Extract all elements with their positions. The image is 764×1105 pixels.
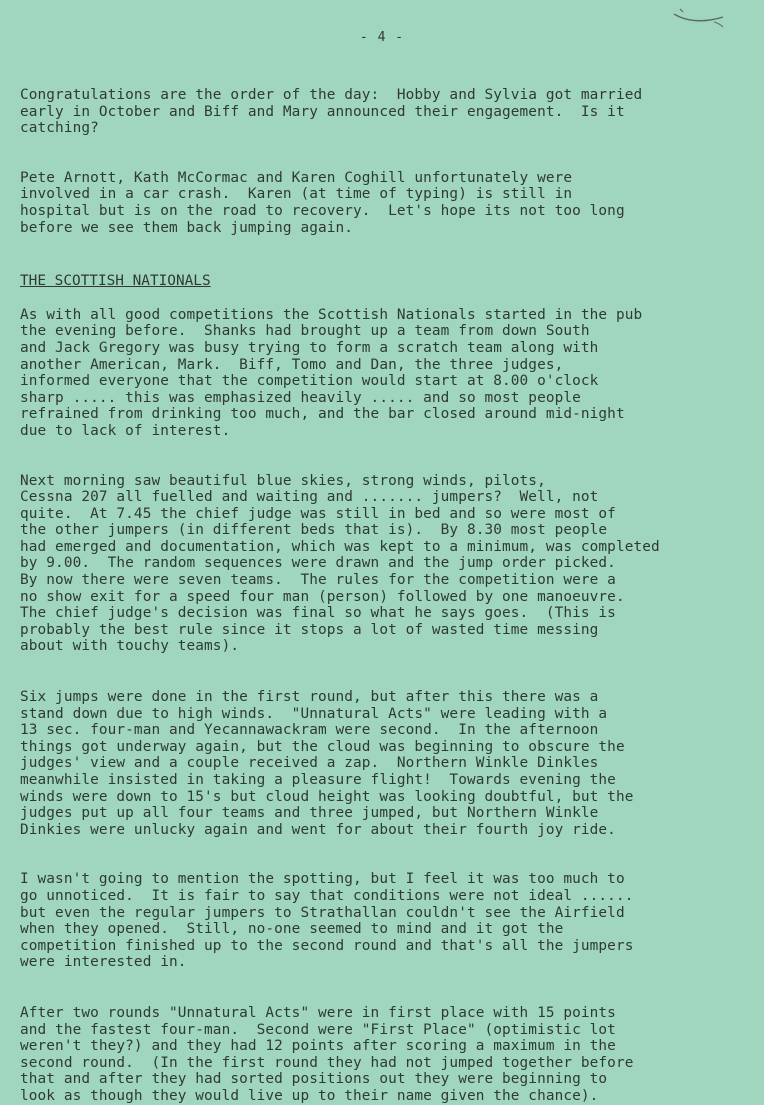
paragraph-spotting: I wasn't going to mention the spotting, but I feel it was too much to go unnoticed. It is fair to say that conditions were not ideal ...... but even the regular jumpers to Strathallan couldn't see the Airfield when they opened. Still, no-one seemed to mind and it got the competition finished up to the second round and that's all the jumpers were interested in. [20, 871, 634, 971]
paragraph-congratulations: Congratulations are the order of the day: Hobby and Sylvia got married early in October and Biff and Mary announced their engagement. Is it catching? [20, 87, 643, 137]
pen-mark-icon [670, 6, 726, 28]
paragraph-results: After two rounds "Unnatural Acts" were in first place with 15 points and the fastest four-man. Second were "First Place" (optimistic lot weren't they?) and they had 12 points after scoring a maximum in the second round. (In the first round they had not jumped together before that and after they had sorted positions out they were beginning to look as though they would live up to their name given the chance). [20, 1004, 634, 1104]
section-heading: THE SCOTTISH NATIONALS [20, 273, 211, 290]
page-number: - 4 - [359, 30, 405, 45]
paragraph-evening-before: As with all good competitions the Scottish Nationals started in the pub the evening before. Shanks had brought up a team from down South and Jack Gregory was busy trying to form a scratch team along with another American, Mark. Biff, Tomo and Dan, the three judges, informed everyone that the competition would start at 8.00 o'clock sharp ..... this was emphasized heavily ..... and so most people refrained from drinking too much, and the bar closed around mid-night due to lack of interest. [20, 306, 643, 439]
paragraph-first-round: Six jumps were done in the first round, but after this there was a stand down due to high winds. "Unnatural Acts" were leading with a 13 sec. four-man and Yecannawackram were second. In the afternoon things got underway again, but the cloud was beginning to obscure the judges' view and a couple received a zap. Northern Winkle Dinkles meanwhile insisted in taking a pleasure flight! Towards evening the winds were down to 15's but cloud height was looking doubtful, but the judges put up all four teams and three jumped, but Northern Winkle Dinkies were unlucky again and went for about their fourth joy ride. [20, 689, 634, 838]
document-body [20, 87, 755, 1105]
paragraph-next-morning: Next morning saw beautiful blue skies, strong winds, pilots, Cessna 207 all fuelled and waiting and ....... jumpers? Well, not quite. At 7.45 the chief judge was still in bed and so were most of the other jumpers (in different beds that is). By 8.30 most people had emerged and documentation, which was kept to a minimum, was completed by 9.00. The random sequences were drawn and the jump order picked. By now there were seven teams. The rules for the competition were a no show exit for a speed four man (person) followed by one manoeuvre. The chief judge's decision was final so what he says goes. (This is probably the best rule since it stops a lot of wasted time messing about with touchy teams). [20, 472, 660, 655]
paragraph-car-crash: Pete Arnott, Kath McCormac and Karen Coghill unfortunately were involved in a car crash. Karen (at time of typing) is still in hospital but is on the road to recovery. Let's hope its not too long before we see them back jumping again. [20, 169, 625, 236]
